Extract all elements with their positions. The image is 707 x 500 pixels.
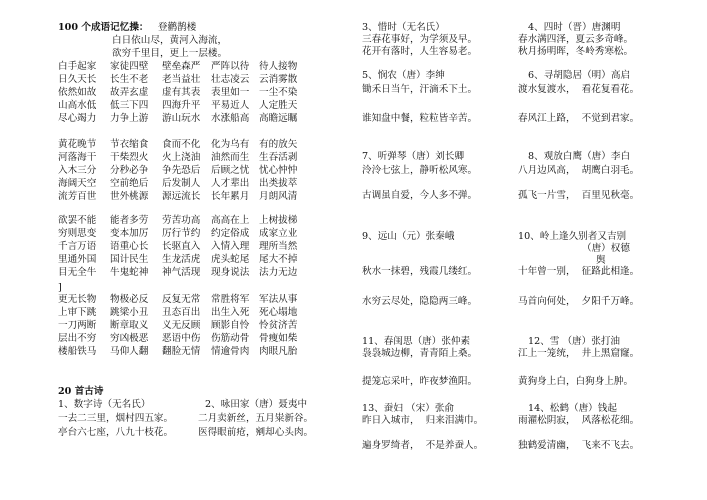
bracket-mark: ] <box>58 282 62 293</box>
idiom-cell: 情逾骨肉 <box>211 346 250 357</box>
poem-title: 13、蚕妇 （宋）张俞 <box>362 403 455 414</box>
idiom-cell: 故弄玄虚 <box>110 87 149 98</box>
idiom-cell: 火上浇油 <box>162 152 201 163</box>
idiom-cell: 能者多劳 <box>110 215 149 226</box>
poem-title: 登鹳鹊楼 <box>158 22 197 33</box>
idiom-cell: 空前绝后 <box>110 178 149 189</box>
idiom-cell: 世外桃源 <box>110 191 149 202</box>
poem-title: 5、悯农（唐）李绅 <box>362 70 445 81</box>
poem-line: 马首向何处， 夕阳千万峰。 <box>518 296 640 307</box>
idiom-cell: 层出不穷 <box>58 333 97 344</box>
idiom-cell: 待人接物 <box>259 61 298 72</box>
poem-title: 3、惜时（无名氏） <box>362 22 445 33</box>
idiom-cell: 后发制人 <box>162 178 201 189</box>
idiom-cell: 生龙活虎 <box>162 254 201 265</box>
poem-title: 8、观放白鹰（唐）李白 <box>528 151 631 162</box>
poem-title: 14、松鹤（唐）钱起 <box>528 403 617 414</box>
poem-line: 独鹤爱清幽， 飞来不飞去。 <box>518 440 640 451</box>
idiom-cell: 出生入死 <box>211 307 250 318</box>
idiom-cell: 高瞻远瞩 <box>259 113 298 124</box>
idiom-cell: 劳苦功高 <box>162 215 201 226</box>
idiom-cell: 楼船铁马 <box>58 346 97 357</box>
poem-line: 锄禾日当午，汗滴禾下土。 <box>362 84 478 95</box>
poem-title: 9、远山（元）张秦峨 <box>362 231 455 242</box>
idiom-cell: 高高在上 <box>211 215 250 226</box>
poem-title: 7、听弹琴（唐）刘长卿 <box>362 151 465 162</box>
idiom-cell: 白手起家 <box>58 61 97 72</box>
idiom-cell: 里通外国 <box>58 254 97 265</box>
idiom-cell: 力争上游 <box>110 113 149 124</box>
poem-title: （唐）权德 <box>582 243 630 254</box>
idiom-cell: 顾影自怜 <box>211 320 250 331</box>
idiom-cell: 恶语中伤 <box>162 333 201 344</box>
idiom-cell: 千言万语 <box>58 241 97 252</box>
idiom-cell: 欲罢不能 <box>58 215 97 226</box>
poem-line: 一去二三里，烟村四五家。 <box>58 413 174 424</box>
idiom-cell: 平易近人 <box>211 100 250 111</box>
idiom-cell: 反复无常 <box>162 294 201 305</box>
idiom-cell: 一刀两断 <box>58 320 97 331</box>
poem-title: 2、咏田家（唐）聂夷中 <box>205 399 308 410</box>
idiom-cell: 常胜将军 <box>211 294 250 305</box>
idiom-cell: 流芳百世 <box>58 191 97 202</box>
idiom-cell: 牛鬼蛇神 <box>110 267 149 278</box>
idiom-cell: 人才辈出 <box>211 178 250 189</box>
idiom-cell: 断章取义 <box>110 320 149 331</box>
idiom-cell: 穷则思变 <box>58 228 97 239</box>
poem-line: 水穷云尽处，隐隐两三峰。 <box>362 296 478 307</box>
poem-line: 白日依山尽，黄河入海流， <box>112 35 228 46</box>
idiom-cell: 化为乌有 <box>211 139 250 150</box>
idiom-cell: 军法从事 <box>259 294 298 305</box>
idiom-cell: 河落海干 <box>58 152 97 163</box>
idiom-cell: 上树拔梯 <box>259 215 298 226</box>
idiom-cell: 虎头蛇尾 <box>211 254 250 265</box>
idiom-cell: 月朗风清 <box>259 191 298 202</box>
idiom-cell: 义无反顾 <box>162 320 201 331</box>
idiom-cell: 神气活现 <box>162 267 201 278</box>
idiom-cell: 翻脸无情 <box>162 346 201 357</box>
idiom-cell: 水涨船高 <box>211 113 250 124</box>
idiom-cell: 分秒必争 <box>110 165 149 176</box>
idiom-cell: 入木三分 <box>58 165 97 176</box>
idiom-cell: 争先恐后 <box>162 165 201 176</box>
poem-line: 渡水复渡水， 看花复看花。 <box>518 84 640 95</box>
poem-line: 古调虽自爱，今人多不弹。 <box>362 190 478 201</box>
idiom-cell: 忧心忡忡 <box>259 165 298 176</box>
poem-line: 谁知盘中餐，粒粒皆辛苦。 <box>362 113 478 124</box>
idiom-cell: 穷凶极恶 <box>110 333 149 344</box>
idiom-cell: 语重心长 <box>110 241 149 252</box>
poem-line: 提笼忘采叶，昨夜梦渔阳。 <box>362 376 478 387</box>
idiom-cell: 生吞活剥 <box>259 152 298 163</box>
poem-title: 4、四时（晋）唐渊明 <box>528 22 621 33</box>
idiom-cell: 约定俗成 <box>211 228 250 239</box>
poem-line: 十年曾一别， 征路此相逢。 <box>518 266 640 277</box>
idiom-cell: 日久天长 <box>58 74 97 85</box>
idiom-cell: 尾大不掉 <box>259 254 298 265</box>
poem-line: 二月卖新丝，五月粜新谷。 <box>198 413 314 424</box>
idiom-cell: 出类拔萃 <box>259 178 298 189</box>
idiom-cell: 马仰人翻 <box>110 346 149 357</box>
poem-line: 花开有落时，人生容易老。 <box>362 46 478 57</box>
idioms-title: 100 个成语记忆操： <box>58 22 149 33</box>
idiom-cell: 怜贫济苦 <box>259 320 298 331</box>
poem-line: 孤飞一片雪， 百里见秋毫。 <box>518 190 640 201</box>
poem-line: 袅袅城边柳，青青陌上桑。 <box>362 348 478 359</box>
poem-line: 江上一笼统， 井上黑窟窿。 <box>518 348 640 359</box>
idiom-cell: 油然而生 <box>211 152 250 163</box>
idiom-cell: 依然如故 <box>58 87 97 98</box>
poem-line: 秋水一抹碧，残霞几缕红。 <box>362 266 478 277</box>
poem-title: 10、岭上逢久别者又吉别 <box>518 231 627 242</box>
idiom-cell: 老当益壮 <box>162 74 201 85</box>
idiom-cell: 现身说法 <box>211 267 250 278</box>
idiom-cell: 成家立业 <box>259 228 298 239</box>
idiom-cell: 跳梁小丑 <box>110 307 149 318</box>
poem-line: 三春花事好，为学须及早。 <box>362 34 478 45</box>
idiom-cell: 更无长物 <box>58 294 97 305</box>
idiom-cell: 伤筋动骨 <box>211 333 250 344</box>
poem-line: 医得眼前疮，剜却心头肉。 <box>198 427 314 438</box>
idiom-cell: 变本加厉 <box>110 228 149 239</box>
idiom-cell: 严阵以待 <box>211 61 250 72</box>
idiom-cell: 上审下跳 <box>58 307 97 318</box>
idiom-cell: 肉眼凡胎 <box>259 346 298 357</box>
idiom-cell: 食而不化 <box>162 139 201 150</box>
idiom-cell: 虚有其表 <box>162 87 201 98</box>
idiom-cell: 国计民生 <box>110 254 149 265</box>
poem-line: 八月边风高， 胡鹰白羽毛。 <box>518 165 640 176</box>
idiom-cell: 家徒四壁 <box>110 61 149 72</box>
poem-line: 昨日入城市， 归来泪满巾。 <box>362 415 484 426</box>
idiom-cell: 法力无边 <box>259 267 298 278</box>
idiom-cell: 山高水低 <box>58 100 97 111</box>
idiom-cell: 表里如一 <box>211 87 250 98</box>
idiom-cell: 死心塌地 <box>259 307 298 318</box>
poem-line: 亭台六七座，八九十枝花。 <box>58 427 174 438</box>
poem-line: 春水满四泽，夏云多奇峰。 <box>518 34 634 45</box>
idiom-cell: 长驱直入 <box>162 241 201 252</box>
idiom-cell: 源远流长 <box>162 191 201 202</box>
poem-line: 秋月扬明晖，冬岭秀寒松。 <box>518 46 634 57</box>
idiom-cell: 厉行节约 <box>162 228 201 239</box>
idiom-cell: 黄花晚节 <box>58 139 97 150</box>
idiom-cell: 理所当然 <box>259 241 298 252</box>
idiom-cell: 骨瘦如柴 <box>259 333 298 344</box>
poems-heading: 20 首古诗 <box>58 386 104 397</box>
idiom-cell: 后顾之忧 <box>211 165 250 176</box>
idiom-cell: 低三下四 <box>110 100 149 111</box>
idiom-cell: 干柴烈火 <box>110 152 149 163</box>
poem-line: 欲穷千里目，更上一层楼。 <box>112 48 228 59</box>
poem-line: 黄狗身上白，白狗身上肿。 <box>518 376 634 387</box>
idiom-cell: 壮志凌云 <box>211 74 250 85</box>
idiom-cell: 目无全牛 <box>58 267 97 278</box>
idiom-cell: 尽心竭力 <box>58 113 97 124</box>
idiom-cell: 云消雾散 <box>259 74 298 85</box>
poem-title: 1、数字诗（无名氏） <box>58 399 151 410</box>
poem-title: 舆 <box>596 255 606 266</box>
poem-line: 遍身罗绮者， 不是养蚕人。 <box>362 440 484 451</box>
idiom-cell: 四海升平 <box>162 100 201 111</box>
poem-line: 春风江上路， 不觉到君家。 <box>518 113 640 124</box>
idiom-cell: 有的放矢 <box>259 139 298 150</box>
poem-line: 雨濯松阴寂， 风落松花细。 <box>518 415 640 426</box>
poem-title: 12、雪 （唐）张打油 <box>528 336 621 347</box>
poem-title: 6、寻胡隐居（明）高启 <box>528 70 631 81</box>
idiom-cell: 海阔天空 <box>58 178 97 189</box>
idiom-cell: 人定胜天 <box>259 100 298 111</box>
idiom-cell: 长年累月 <box>211 191 250 202</box>
idiom-cell: 丑态百出 <box>162 307 201 318</box>
idiom-cell: 长生不老 <box>110 74 149 85</box>
idiom-cell: 物极必反 <box>110 294 149 305</box>
poem-line: 泠泠七弦上，静听松风寒。 <box>362 165 478 176</box>
idiom-cell: 壁垒森严 <box>162 61 201 72</box>
idiom-cell: 游山玩水 <box>162 113 201 124</box>
idiom-cell: 入情入理 <box>211 241 250 252</box>
poem-title: 11、春闺思（唐）张仲素 <box>362 336 471 347</box>
idiom-cell: 节衣缩食 <box>110 139 149 150</box>
idiom-cell: 一尘不染 <box>259 87 298 98</box>
